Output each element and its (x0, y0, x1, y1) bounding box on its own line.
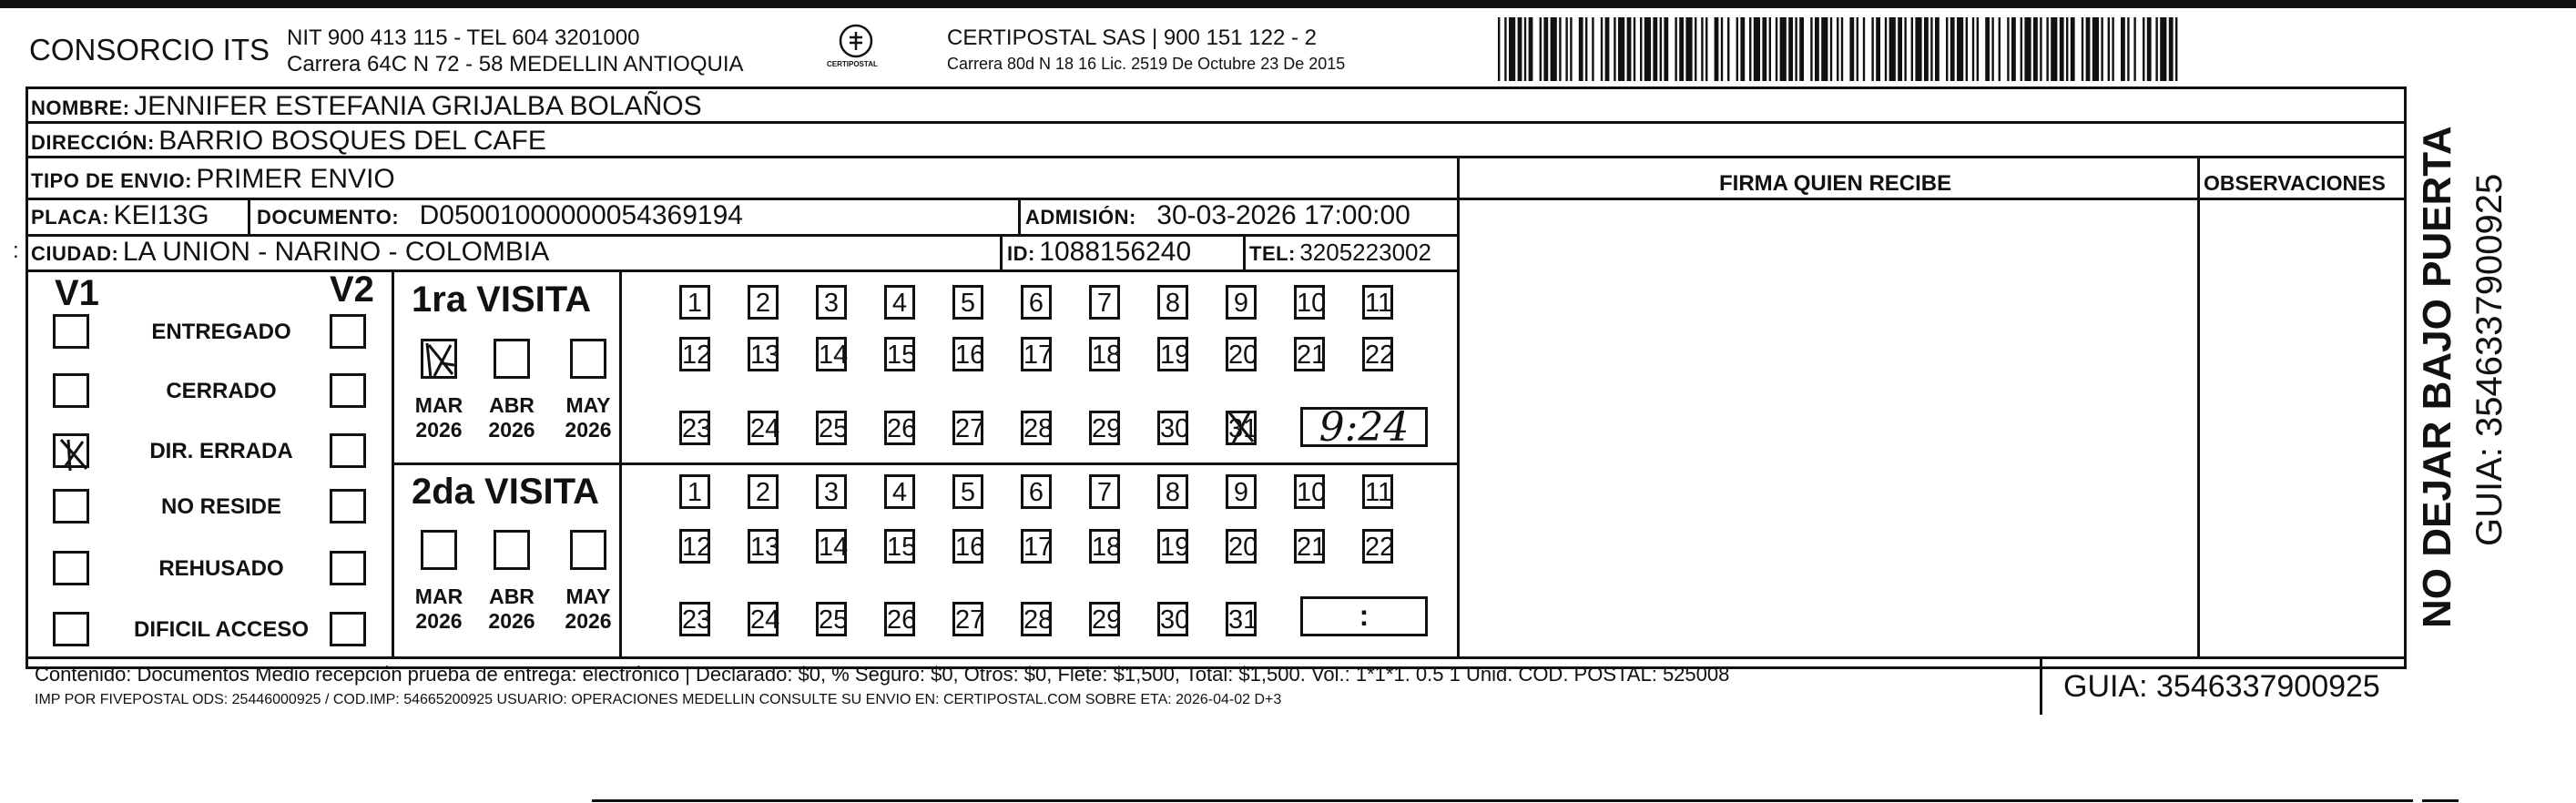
barcode-bar (1762, 17, 1767, 81)
barcode-bar (1664, 17, 1668, 81)
barcode-bar (1871, 17, 1873, 81)
company-address: Carrera 64C N 72 - 58 MEDELLIN ANTIOQUIA (287, 52, 744, 76)
tipo-envio-label: TIPO DE ENVIO: (31, 169, 192, 192)
second-visit-month-checkbox[interactable] (570, 530, 606, 570)
direccion-value: BARRIO BOSQUES DEL CAFE (158, 126, 546, 156)
footer-divider (25, 656, 2407, 659)
barcode-bar (1518, 17, 1522, 81)
barcode-bar (1830, 17, 1832, 81)
placa-label: PLACA: (31, 206, 110, 229)
barcode-bar (2066, 17, 2068, 81)
first-visit-day-box[interactable]: 8 (1157, 285, 1188, 320)
barcode-bar (1740, 17, 1745, 81)
barcode-bar (2108, 17, 2110, 81)
barcode-bar (1977, 17, 1979, 81)
direccion-label: DIRECCIÓN: (31, 131, 155, 154)
barcode-bar (2060, 17, 2064, 81)
barcode-bar (1540, 17, 1542, 81)
v1-checkbox[interactable] (53, 314, 89, 349)
documento-field (257, 200, 743, 231)
second-visit-time-box[interactable] (1300, 596, 1428, 636)
second-visit-day-box[interactable]: 27 (952, 602, 983, 636)
second-visit-day-box[interactable]: 2 (748, 474, 779, 509)
barcode-bar (1863, 17, 1865, 81)
barcode-bar (1579, 17, 1583, 81)
first-visit-day-box[interactable]: 29 (1089, 411, 1120, 445)
first-visit-month-checkbox[interactable] (570, 339, 606, 379)
first-visit-day-box[interactable]: 17 (1021, 337, 1052, 371)
second-visit-day-box[interactable]: 24 (748, 602, 779, 636)
col-divider (1243, 234, 1246, 269)
v2-checkbox[interactable] (330, 489, 366, 523)
admision-value: 30-03-2026 17:00:00 (1156, 200, 1410, 230)
barcode-bar (1679, 17, 1684, 81)
barcode-bar (1815, 17, 1819, 81)
documento-label: DOCUMENTO: (257, 206, 400, 229)
first-visit-month-checkbox[interactable] (421, 339, 457, 379)
company-name: CONSORCIO ITS (29, 33, 270, 66)
barcode-bar (1876, 17, 1880, 81)
company-nit: NIT 900 413 115 - TEL 604 3201000 (287, 25, 640, 50)
v2-checkbox[interactable] (330, 314, 366, 349)
barcode-bar (1653, 17, 1657, 81)
row-divider (1457, 198, 2407, 200)
second-visit-day-box[interactable]: 1 (679, 474, 710, 509)
second-visit-day-box[interactable]: 21 (1294, 529, 1325, 564)
first-visit-time: 9:24 (1319, 404, 1410, 451)
barcode-bar (2127, 17, 2129, 81)
v1-header: V1 (55, 273, 99, 313)
v2-checkbox[interactable] (330, 373, 366, 408)
direccion-row (31, 126, 546, 157)
barcode-bar (1788, 17, 1793, 81)
month-label: MAY 2026 (565, 584, 612, 633)
second-visit-day-box[interactable]: 29 (1089, 602, 1120, 636)
barcode-bar (1565, 17, 1567, 81)
barcode-bar (2175, 17, 2177, 81)
barcode-bar (1885, 17, 1887, 81)
status-option-label: NO RESIDE (160, 494, 282, 519)
certipostal-logo-icon (838, 23, 874, 59)
barcode-bar (1915, 17, 1921, 81)
barcode-bar (1634, 17, 1635, 81)
barcode-bar (1614, 17, 1615, 81)
barcode-bar (1898, 17, 1902, 81)
v2-checkbox[interactable] (330, 433, 366, 468)
second-visit-day-box[interactable]: 31 (1226, 602, 1257, 636)
second-visit-day-box[interactable]: 30 (1157, 602, 1188, 636)
second-visit-day-box[interactable]: 25 (816, 602, 847, 636)
barcode-bar (1605, 17, 1610, 81)
second-visit-title: 2da VISITA (412, 472, 599, 512)
second-visit-day-box[interactable]: 3 (816, 474, 847, 509)
barcode-bar (2033, 17, 2038, 81)
tel-label: TEL: (1249, 242, 1296, 265)
barcode-bar (1946, 17, 1948, 81)
barcode-bar (1543, 17, 1548, 81)
col-divider (1018, 198, 1021, 234)
barcode-bar (2112, 17, 2113, 81)
id-field (1007, 237, 1191, 268)
second-visit-day-box[interactable]: 12 (679, 529, 710, 564)
col-divider (2197, 156, 2200, 658)
status-option-label: REHUSADO (158, 556, 284, 581)
barcode-bar (1795, 17, 1797, 81)
second-visit-day-box[interactable]: 15 (884, 529, 915, 564)
barcode-bar (1585, 17, 1587, 81)
barcode-bar (2007, 17, 2009, 81)
second-visit-day-box[interactable]: 7 (1089, 474, 1120, 509)
second-visit-month-checkbox[interactable] (421, 530, 457, 570)
first-visit-day-box[interactable]: 1 (679, 285, 710, 320)
first-visit-day-box[interactable]: 22 (1362, 337, 1393, 371)
second-visit-day-box[interactable]: 20 (1226, 529, 1257, 564)
first-visit-day-box[interactable]: 30 (1157, 411, 1188, 445)
barcode-bar (2133, 17, 2135, 81)
documento-value: D05001000000054369194 (419, 200, 743, 230)
second-visit-time: : (1359, 599, 1369, 632)
side-guia: GUIA: 3546337900925 (2469, 173, 2510, 546)
first-visit-day-box[interactable]: 24 (748, 411, 779, 445)
first-visit-day-box[interactable]: 6 (1021, 285, 1052, 320)
first-visit-day-box[interactable]: 26 (884, 411, 915, 445)
col-divider (1000, 234, 1003, 269)
barcode-bar (2024, 17, 2031, 81)
second-visit-day-box[interactable]: 13 (748, 529, 779, 564)
barcode-bar (1754, 17, 1760, 81)
barcode-bar (1559, 17, 1561, 81)
v2-header: V2 (330, 269, 374, 310)
barcode-bar (1999, 17, 2001, 81)
barcode-bar (1935, 17, 1940, 81)
second-visit-day-box[interactable]: 11 (1362, 474, 1393, 509)
barcode-bar (1924, 17, 1929, 81)
first-visit-day-box[interactable]: 31 (1226, 411, 1257, 445)
barcode-bar (1821, 17, 1828, 81)
barcode-bar (1810, 17, 1812, 81)
bottom-cut-line (592, 799, 2413, 802)
first-visit-day-box[interactable]: 12 (679, 337, 710, 371)
handwritten-mark-icon (423, 341, 460, 383)
first-visit-day-box[interactable]: 28 (1021, 411, 1052, 445)
nombre-row (31, 91, 702, 122)
footer-guia: GUIA: 3546337900925 (2063, 669, 2380, 704)
first-visit-day-box[interactable]: 11 (1362, 285, 1393, 320)
barcode-bar (1504, 17, 1506, 81)
barcode-bar (1705, 17, 1707, 81)
status-option-label: DIFICIL ACCESO (133, 617, 309, 642)
second-visit-day-box[interactable]: 5 (952, 474, 983, 509)
barcode-bar (1799, 17, 1804, 81)
barcode-bar (2155, 17, 2157, 81)
month-label: MAY 2026 (565, 393, 612, 442)
barcode-bar (1904, 17, 1906, 81)
barcode-bar (1551, 17, 1557, 81)
barcode-bar (1644, 17, 1651, 81)
second-visit-day-box[interactable]: 9 (1226, 474, 1257, 509)
first-visit-day-box[interactable]: 7 (1089, 285, 1120, 320)
month-label: MAR 2026 (414, 584, 463, 633)
barcode-bar (1837, 17, 1838, 81)
barcode-bar (1727, 17, 1729, 81)
barcode (1498, 17, 2181, 81)
v1-checkbox[interactable] (53, 373, 89, 408)
nombre-value: JENNIFER ESTEFANIA GRIJALBA BOLAÑOS (134, 91, 702, 121)
first-visit-day-box[interactable]: 18 (1089, 337, 1120, 371)
row-divider (25, 269, 1460, 272)
second-visit-day-box[interactable]: 19 (1157, 529, 1188, 564)
barcode-bar (1701, 17, 1703, 81)
first-visit-day-box[interactable]: 2 (748, 285, 779, 320)
second-visit-day-box[interactable]: 17 (1021, 529, 1052, 564)
barcode-bar (1889, 17, 1896, 81)
first-visit-day-box[interactable]: 9 (1226, 285, 1257, 320)
barcode-bar (2169, 17, 2174, 81)
barcode-bar (1985, 17, 1990, 81)
barcode-bar (1841, 17, 1843, 81)
v1-checkbox[interactable] (53, 551, 89, 585)
status-option-label: DIR. ERRADA (149, 439, 293, 463)
v1-checkbox[interactable] (53, 433, 89, 468)
barcode-bar (2021, 17, 2022, 81)
admision-label: ADMISIÓN: (1025, 206, 1136, 229)
barcode-bar (2046, 17, 2048, 81)
first-visit-day-box[interactable]: 13 (748, 337, 779, 371)
barcode-bar (2040, 17, 2041, 81)
barcode-bar (1950, 17, 1955, 81)
first-visit-day-box[interactable]: 3 (816, 285, 847, 320)
first-visit-day-box[interactable]: 20 (1226, 337, 1257, 371)
barcode-bar (2160, 17, 2166, 81)
tel-value: 3205223002 (1299, 239, 1431, 266)
barcode-bar (2143, 17, 2144, 81)
barcode-bar (1776, 17, 1777, 81)
second-visit-day-box[interactable]: 28 (1021, 602, 1052, 636)
barcode-bar (2051, 17, 2057, 81)
barcode-bar (1601, 17, 1603, 81)
second-visit-day-box[interactable]: 26 (884, 602, 915, 636)
barcode-bar (1627, 17, 1632, 81)
first-visit-day-box[interactable]: 27 (952, 411, 983, 445)
carrier-name: CERTIPOSTAL SAS | 900 151 122 - 2 (947, 25, 1317, 50)
barcode-bar (1715, 17, 1719, 81)
v1-checkbox[interactable] (53, 612, 89, 646)
barcode-bar (1640, 17, 1642, 81)
nombre-label: NOMBRE: (31, 97, 130, 119)
barcode-bar (2071, 17, 2075, 81)
barcode-bar (1498, 17, 1500, 81)
first-visit-time-box[interactable] (1300, 404, 1428, 451)
second-visit-month-checkbox[interactable] (494, 530, 530, 570)
status-option-label: CERRADO (166, 379, 277, 403)
bottom-cut-mark (2422, 799, 2459, 802)
barcode-bar (1957, 17, 1963, 81)
month-label: ABR 2026 (488, 393, 535, 442)
first-visit-day-box[interactable]: 14 (816, 337, 847, 371)
observaciones-header: OBSERVACIONES (2204, 171, 2386, 195)
first-visit-title: 1ra VISITA (412, 280, 592, 320)
contenido-text: Contenido: Documentos Medio recepción prueba de entrega: electrónico | Declarado: $0, % Seguro: $0, Otros: $0, Flete: $1,500, Total: $1,500. Vol.: 1*1*1. 0.5 1 Unid. COD. POSTAL: 525008 (35, 663, 1730, 686)
col-divider (2040, 656, 2042, 715)
month-label: MAR 2026 (414, 393, 463, 442)
barcode-bar (2086, 17, 2091, 81)
barcode-bar (1857, 17, 1858, 81)
barcode-bar (1509, 17, 1515, 81)
second-visit-day-box[interactable]: 10 (1294, 474, 1325, 509)
first-visit-day-box[interactable]: 15 (884, 337, 915, 371)
second-visit-day-box[interactable]: 18 (1089, 529, 1120, 564)
barcode-bar (1529, 17, 1533, 81)
imp-text: IMP POR FIVEPOSTAL ODS: 25446000925 / COD.IMP: 54665200925 USUARIO: OPERACIONES MEDELLIN CONSULTE SU ENVIO EN: CERTIPOSTAL.COM SOBRE ETA: 2026-04-02 D+3 (35, 692, 1282, 707)
placa-field (31, 200, 209, 231)
barcode-bar (1966, 17, 1968, 81)
first-visit-day-box[interactable]: 5 (952, 285, 983, 320)
second-visit-day-box[interactable]: 6 (1021, 474, 1052, 509)
barcode-bar (1618, 17, 1624, 81)
first-visit-day-box[interactable]: 25 (816, 411, 847, 445)
handwritten-mark-icon (1226, 411, 1257, 445)
barcode-bar (2082, 17, 2083, 81)
second-visit-day-box[interactable]: 8 (1157, 474, 1188, 509)
side-warning: NO DEJAR BAJO PUERTA (2415, 126, 2459, 628)
second-visit-day-box[interactable]: 16 (952, 529, 983, 564)
logo-text: CERTIPOSTAL (827, 60, 878, 68)
barcode-bar (1749, 17, 1751, 81)
barcode-bar (1849, 17, 1854, 81)
handwritten-mark-icon (56, 436, 92, 473)
barcode-bar (2092, 17, 2099, 81)
barcode-bar (1570, 17, 1572, 81)
ciudad-label: CIUDAD: (31, 242, 119, 265)
barcode-bar (2011, 17, 2016, 81)
first-visit-day-box[interactable]: 10 (1294, 285, 1325, 320)
first-visit-day-box[interactable]: 16 (952, 337, 983, 371)
first-visit-day-box[interactable]: 23 (679, 411, 710, 445)
placa-value: KEI13G (113, 200, 209, 230)
barcode-bar (1592, 17, 1593, 81)
id-label: ID: (1007, 242, 1035, 265)
barcode-bar (2147, 17, 2152, 81)
v1-checkbox[interactable] (53, 489, 89, 523)
firma-header: FIRMA QUIEN RECIBE (1719, 171, 1952, 196)
tipo-envio-row (31, 164, 395, 195)
barcode-bar (1660, 17, 1662, 81)
month-label: ABR 2026 (488, 584, 535, 633)
barcode-bar (1780, 17, 1787, 81)
margin-dot: : (13, 239, 19, 263)
barcode-bar (1695, 17, 1696, 81)
col-divider (1457, 156, 1460, 658)
barcode-bar (2121, 17, 2125, 81)
second-visit-day-box[interactable]: 22 (1362, 529, 1393, 564)
ciudad-field (31, 237, 549, 268)
status-option-label: ENTREGADO (151, 320, 291, 344)
admision-field (1025, 200, 1410, 231)
barcode-bar (1675, 17, 1676, 81)
first-visit-day-box[interactable]: 19 (1157, 337, 1188, 371)
barcode-bar (1991, 17, 1993, 81)
carrier-address: Carrera 80d N 18 16 Lic. 2519 De Octubre 23 De 2015 (947, 55, 1346, 73)
barcode-bar (1972, 17, 1974, 81)
first-visit-month-checkbox[interactable] (494, 339, 530, 379)
barcode-bar (1769, 17, 1771, 81)
tipo-envio-value: PRIMER ENVIO (196, 164, 395, 194)
ciudad-value: LA UNION - NARINO - COLOMBIA (122, 237, 550, 267)
barcode-bar (1736, 17, 1738, 81)
barcode-bar (1721, 17, 1723, 81)
second-visit-day-box[interactable]: 14 (816, 529, 847, 564)
id-value: 1088156240 (1039, 237, 1192, 267)
barcode-bar (2101, 17, 2103, 81)
second-visit-day-box[interactable]: 23 (679, 602, 710, 636)
top-edge-line (0, 0, 2576, 8)
barcode-bar (1524, 17, 1526, 81)
v2-checkbox[interactable] (330, 551, 366, 585)
barcode-bar (1930, 17, 1932, 81)
visit-panel-middle-border (392, 462, 1459, 465)
v2-checkbox[interactable] (330, 612, 366, 646)
col-divider (248, 198, 250, 234)
tel-field (1249, 239, 1431, 267)
second-visit-day-box[interactable]: 4 (884, 474, 915, 509)
first-visit-day-box[interactable]: 21 (1294, 337, 1325, 371)
barcode-bar (1911, 17, 1913, 81)
barcode-bar (1685, 17, 1692, 81)
first-visit-day-box[interactable]: 4 (884, 285, 915, 320)
